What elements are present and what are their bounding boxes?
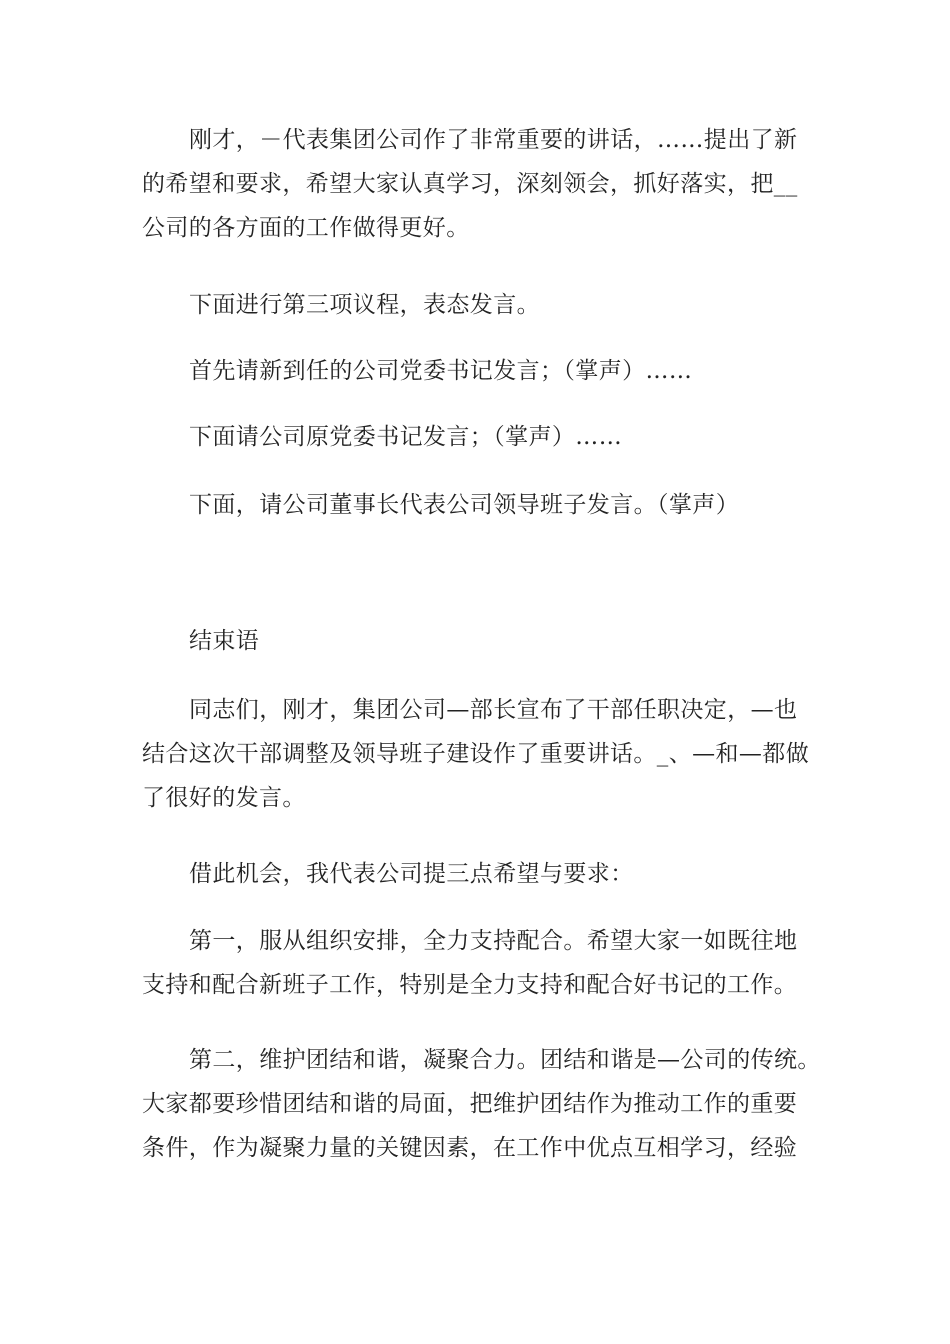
text-line: 下面请公司原党委书记发言；（掌声）…… [189, 424, 623, 450]
section-heading-closing [142, 619, 812, 663]
text-line: 支持和配合新班子工作，特别是全力支持和配合好书记的工作。 [142, 972, 798, 998]
text-line: 大家都要珍惜团结和谐的局面，把维护团结作为推动工作的重要 [142, 1091, 798, 1117]
text-line: 第二，维护团结和谐，凝聚合力。团结和谐是—公司的传统。 [189, 1047, 821, 1073]
text-line: 第一，服从组织安排，全力支持配合。希望大家一如既往地 [189, 928, 798, 954]
text-line: 结合这次干部调整及领导班子建设作了重要讲话。_、—和—都做 [142, 741, 810, 767]
text-line: 了很好的发言。 [142, 785, 306, 811]
heading-text: 结束语 [189, 628, 260, 654]
paragraph-requirement-two [142, 1038, 821, 1170]
paragraph-closing-summary [142, 688, 812, 820]
text-line: 借此机会，我代表公司提三点希望与要求： [189, 861, 634, 887]
text-line: 首先请新到任的公司党委书记发言；（掌声）…… [189, 358, 693, 384]
text-line: 下面进行第三项议程，表态发言。 [189, 292, 540, 318]
text-line: 公司的各方面的工作做得更好。 [142, 215, 470, 241]
text-line: 同志们，刚才，集团公司—部长宣布了干部任职决定，—也 [189, 697, 798, 723]
paragraph-speech-summary [142, 118, 812, 250]
paragraph-chairman-speech [142, 483, 812, 527]
paragraph-former-secretary-speech [142, 415, 812, 459]
text-line: 的希望和要求，希望大家认真学习，深刻领会，抓好落实，把__ [142, 171, 798, 197]
paragraph-requirement-one [142, 919, 812, 1007]
text-line: 刚才，－代表集团公司作了非常重要的讲话，……提出了新 [189, 127, 798, 153]
text-line: 下面，请公司董事长代表公司领导班子发言。（掌声） [189, 492, 740, 518]
paragraph-three-requirements-intro [142, 852, 812, 896]
paragraph-new-secretary-speech [142, 349, 812, 393]
text-line: 条件，作为凝聚力量的关键因素，在工作中优点互相学习，经验 [142, 1135, 798, 1161]
paragraph-agenda-item-three [142, 283, 812, 327]
